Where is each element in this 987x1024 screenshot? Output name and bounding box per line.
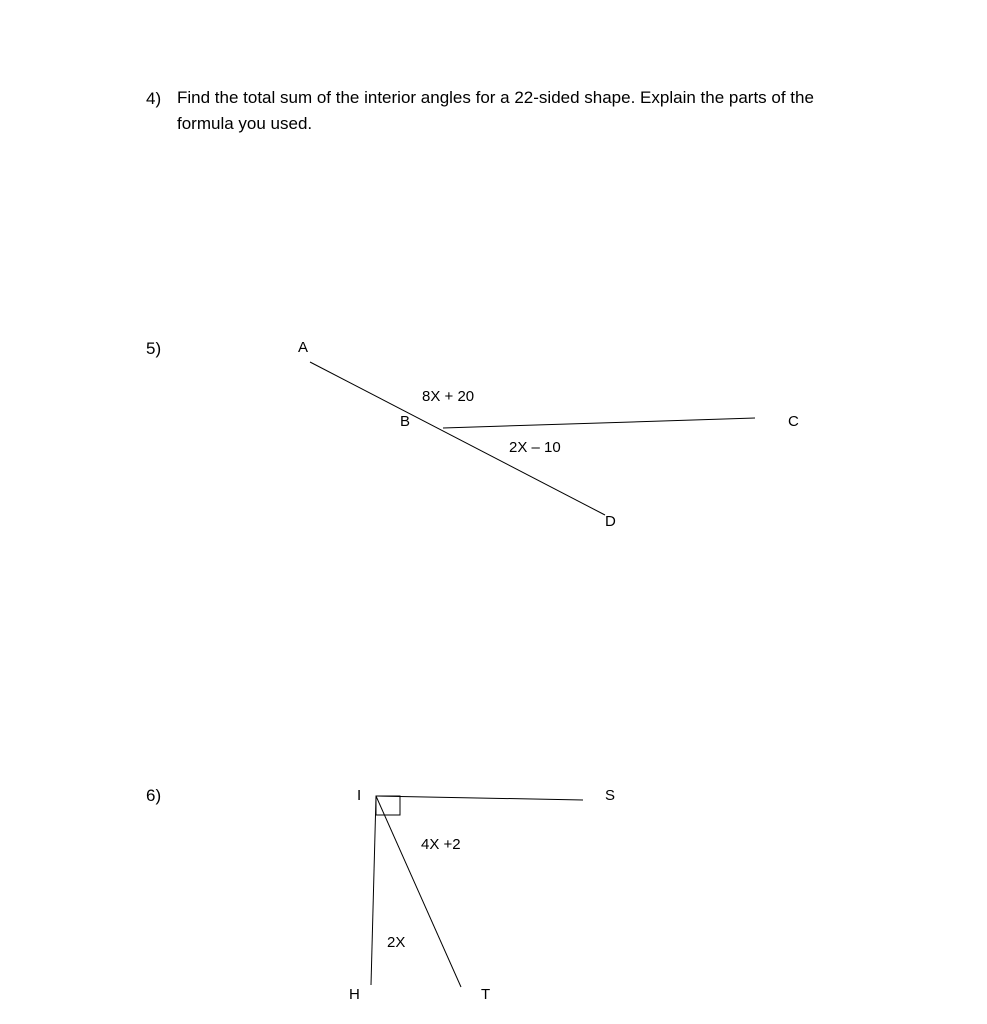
question-6-number: 6) — [146, 786, 162, 805]
angle-cbd-label: 2X – 10 — [509, 439, 561, 456]
point-t-label: T — [481, 986, 491, 1003]
question-4-number: 4) — [146, 89, 162, 108]
point-c-label: C — [788, 413, 799, 430]
question-5-number: 5) — [146, 339, 162, 358]
question-4-text-line-2: formula you used. — [177, 114, 313, 133]
point-h-label: H — [349, 986, 360, 1003]
point-a-label: A — [298, 339, 309, 356]
ray-ih — [371, 796, 376, 985]
point-b-label: B — [400, 413, 411, 430]
angle-sit-label: 4X +2 — [421, 836, 461, 853]
angle-tih-label: 2X — [387, 934, 406, 951]
ray-is — [376, 796, 583, 800]
question-4-text-line-1: Find the total sum of the interior angles for a 22-sided shape. Explain the parts of the — [177, 88, 814, 107]
angle-abc-label: 8X + 20 — [422, 388, 475, 405]
point-s-label: S — [605, 787, 616, 804]
ray-it — [376, 796, 461, 987]
point-d-label: D — [605, 513, 616, 530]
point-i-label: I — [357, 787, 362, 804]
right-angle-marker — [376, 796, 400, 815]
